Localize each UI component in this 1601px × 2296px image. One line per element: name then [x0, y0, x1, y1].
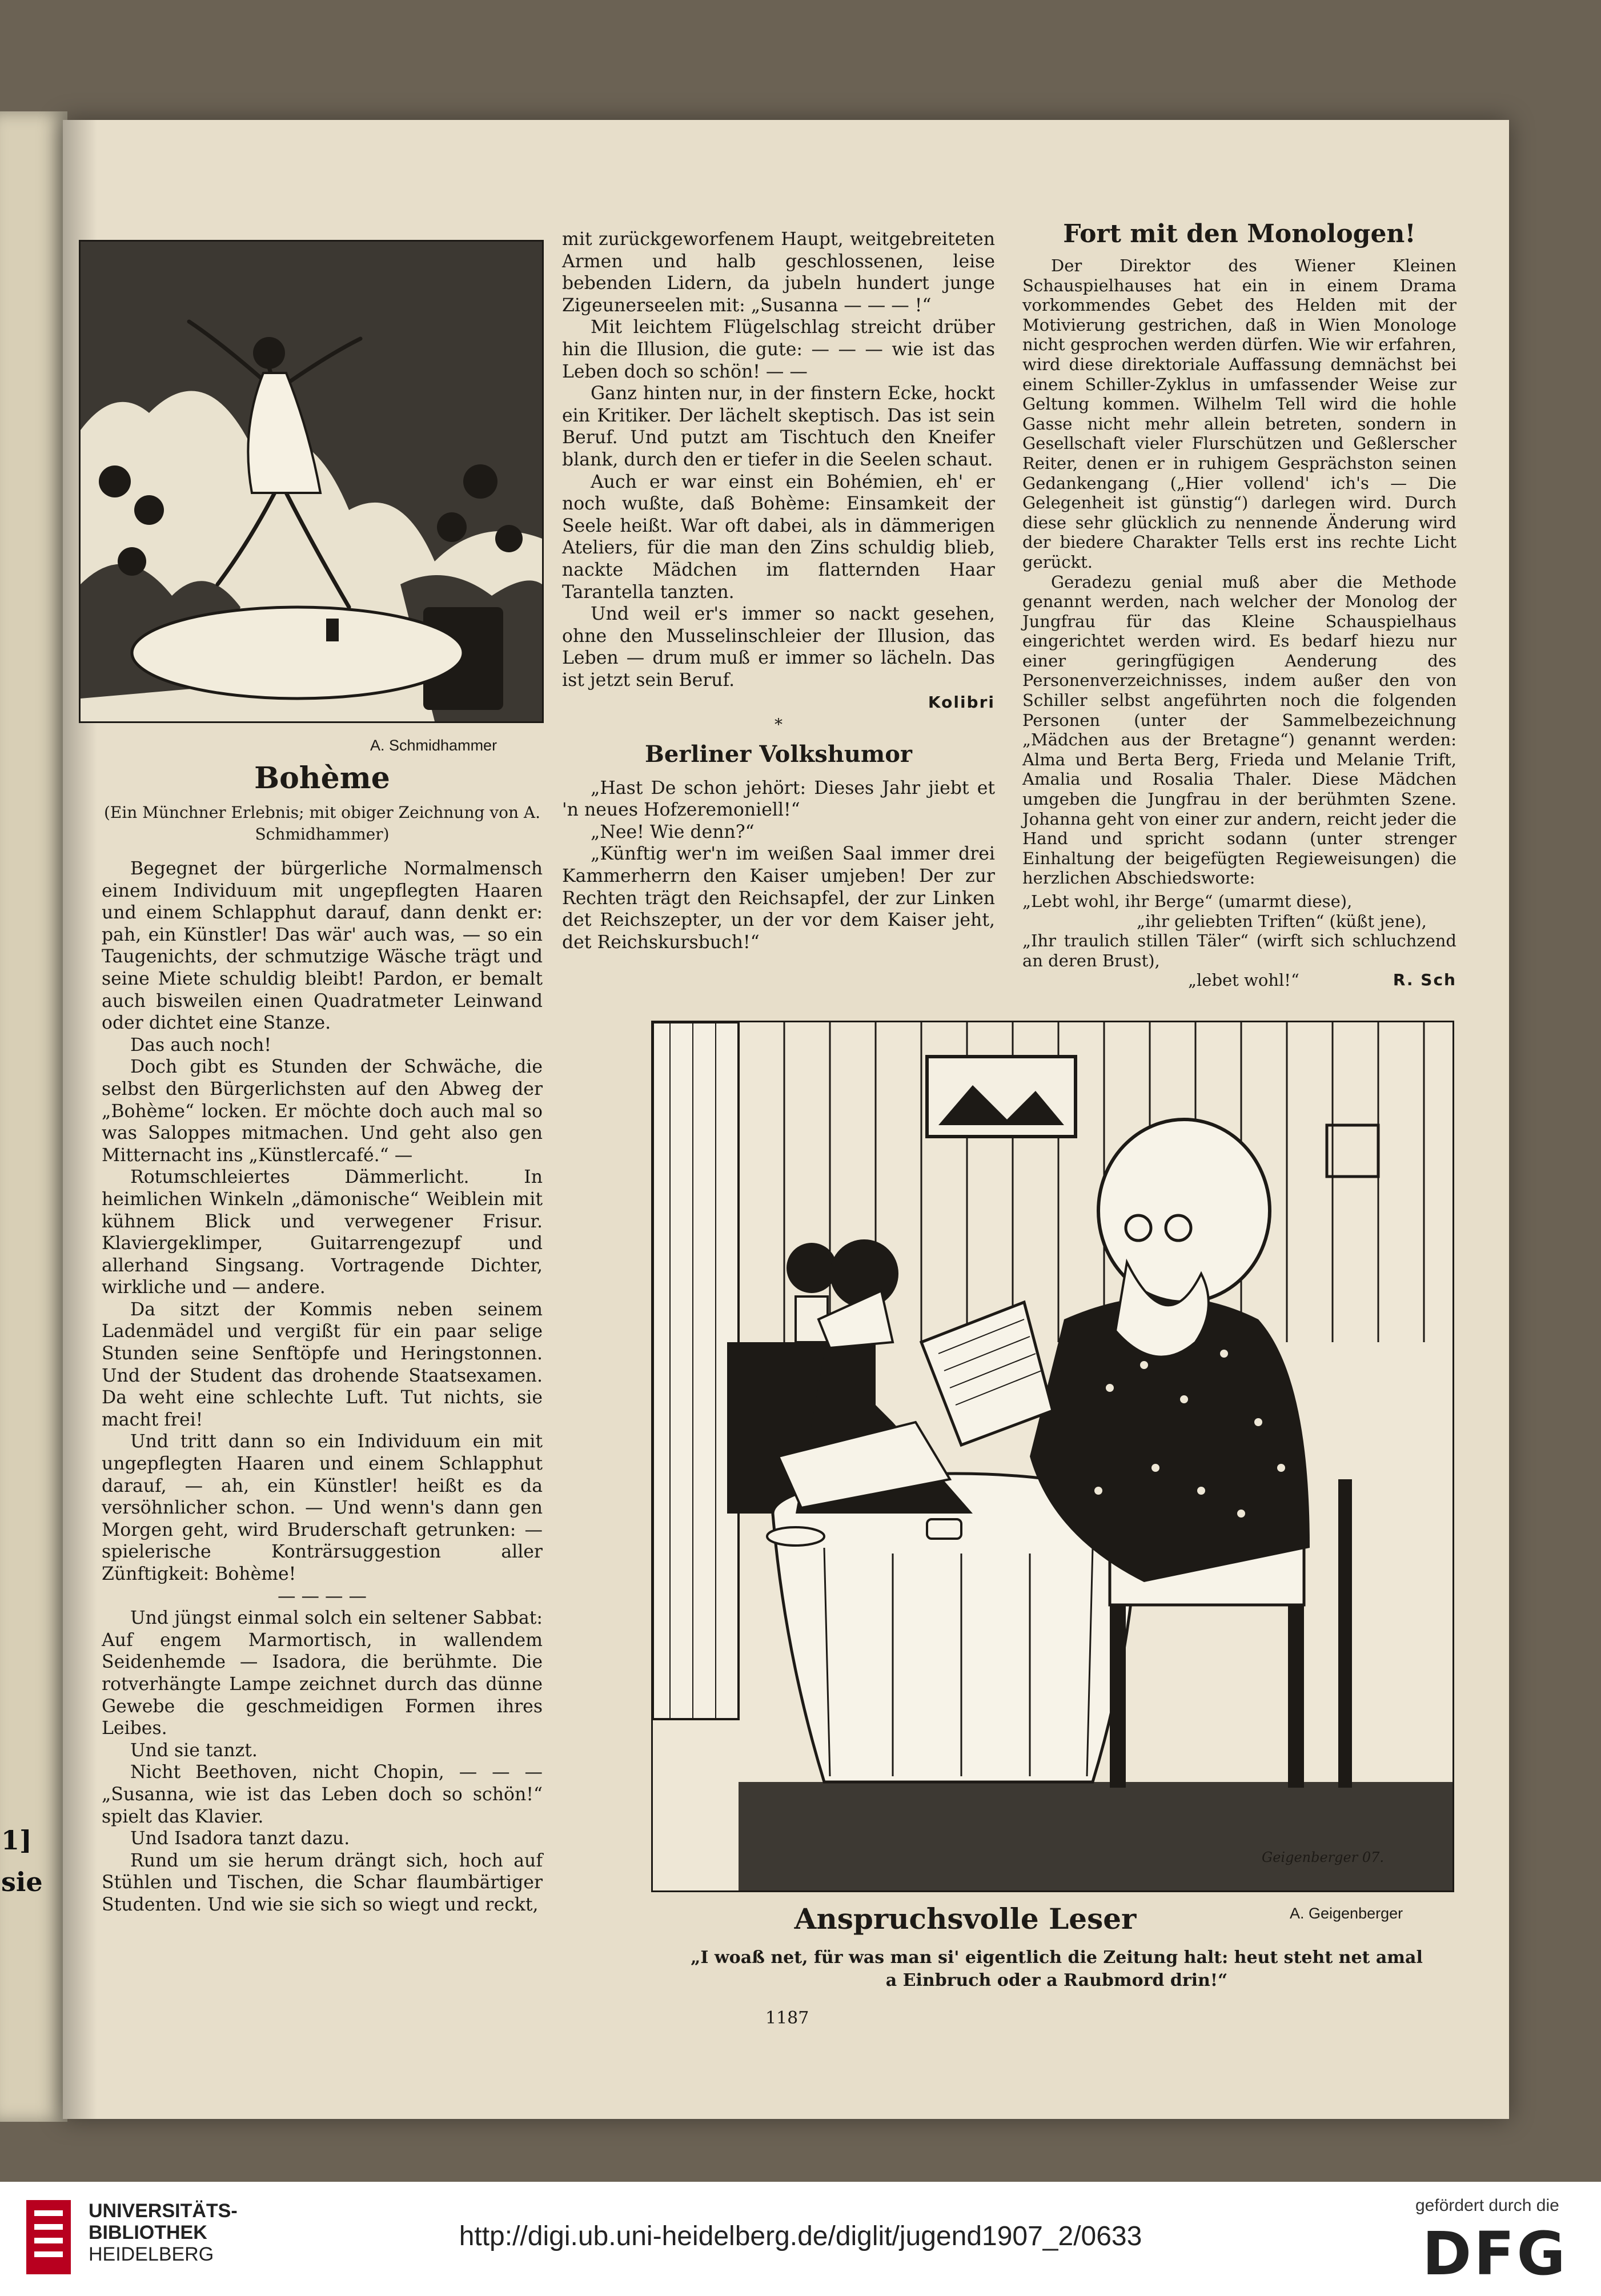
article-title: Bohème	[254, 761, 390, 796]
verse-line: „lebet wohl!“	[1188, 970, 1299, 990]
article-subtitle: (Ein Münchner Erlebnis; mit obiger Zeichnung von A. Schmidhammer)	[103, 803, 541, 844]
facing-page-fragment: 1]	[1, 1825, 32, 1856]
paragraph: „Künftig wer'n im weißen Saal immer drei Kammerherrn den Kaiser umjeben! Der zur Rechten trägt den Reichsapfel, der zur Linken det Reichszepter, un der vor dem Kaiser jeht, det Reichskursbuch!“	[562, 844, 995, 953]
article-signature	[562, 691, 995, 714]
article-title: Berliner Volkshumor	[645, 740, 912, 768]
paragraph: Und jüngst einmal solch ein seltener Sabbat: Auf engem Marmortisch, in wallendem Seidenhemde — Isadora, die berühmte. Die rotverhängte Lampe zeichnet durch das dünne Gewebe die geschmeidigen Formen ihres Leibes.	[102, 1608, 543, 1739]
cartoon-credit: A. Geigenberger	[1290, 1905, 1403, 1922]
article-title: Fort mit den Monologen!	[1063, 219, 1416, 248]
section-divider: — — — —	[277, 1585, 367, 1607]
signature-r-sch: R. Sch	[1393, 970, 1456, 990]
paragraph: Rund um sie herum drängt sich, hoch auf Stühlen und Tischen, die Schar flaumbärtiger Studenten. Und wie sie sich so wiegt und reckt,	[102, 1850, 543, 1915]
paragraph: Und sie tanzt.	[130, 1740, 258, 1761]
paragraph: „Nee! Wie denn?“	[591, 821, 755, 842]
paragraph: Und Isadora tanzt dazu.	[130, 1828, 350, 1849]
facing-page-edge	[0, 111, 67, 2122]
paragraph: Das auch noch!	[130, 1034, 272, 1055]
illustration-credit: A. Schmidhammer	[370, 737, 497, 754]
paragraph: Und tritt dann so ein Individuum ein mit ungepflegten Haaren und einem Schlapphut darauf, — ah, ein Künstler! heißt es da versöhnlicher schon. — Und wenn's dann gen Morgen geht, wird Bruderschaft getrunken: — spielerische Konträrsuggestion aller Zünftigkeit: Bohème!	[102, 1431, 543, 1584]
column-2	[562, 228, 995, 953]
institution-line: HEIDELBERG	[89, 2243, 214, 2265]
paragraph: „Hast De schon jehört: Dieses Jahr jiebt et 'n neues Hofzeremoniell!“	[562, 777, 995, 821]
verse-block	[1022, 892, 1456, 990]
permalink-url[interactable]: http://digi.ub.uni-heidelberg.de/diglit/jugend1907_2/0633	[459, 2221, 1142, 2251]
paragraph: Doch gibt es Stunden der Schwäche, die selbst den Bürgerlichsten auf den Abweg der „Bohème“ locken. Er möchte doch auch mal so was Saloppes mitmachen. Und geht also gen Mitternacht ins „Künstlercafé.“ —	[102, 1057, 543, 1166]
facing-page-fragment: sie	[1, 1866, 43, 1897]
paragraph: Geradezu genial muß aber die Methode genannt werden, nach welcher der Monolog der Jungfrau für das Kleine Schauspielhaus eingerichtet werden wird. Es bedarf hiezu nur einer geringfügigen Aenderung des Personenverzeichnisses, indem außer den von Schiller selbst angeführten noch die folgenden Personen (unter der Sammelbezeichnung „Mädchen aus der Bretagne“) genannt werden: Alma und Berta Berg, Frieda und Melanie Trift, Amalia und Rosalia Thaler. Diese Mädchen umgeben die Jungfrau in der berühmten Szene. Johanna geht von einer zur andern, reicht jeder die Hand und spricht sodann (unter strenger Einhaltung der beigefügten Regieweisungen) die herzlichen Abschiedsworte:	[1022, 572, 1456, 888]
cartoon-title: Anspruchsvolle Leser	[794, 1902, 1137, 1936]
column-3	[1022, 217, 1456, 990]
institution-line: UNIVERSITÄTS-	[89, 2200, 238, 2222]
dfg-logo: DFG	[1422, 2219, 1568, 2289]
cartoon-caption: „I woaß net, für was man si' eigentlich die Zeitung halt: heut steht net amal a Einbruch oder a Raubmord drin!“	[691, 1948, 1423, 1990]
funding-note: gefördert durch die	[1415, 2196, 1559, 2215]
paragraph: Rotumschleiertes Dämmerlicht. In heimlichen Winkeln „dämonische“ Weiblein mit kühnem Blick und verwegener Frisur. Klaviergeklimper, Guitarrengezupf und allerhand Singsang. Vortragende Dichter, wirkliche und — andere.	[102, 1167, 543, 1298]
paragraph: Mit leichtem Flügelschlag streicht drüber hin die Illusion, die gute: — — — wie ist das Leben doch so schön! — —	[562, 317, 995, 382]
paragraph: Nicht Beethoven, nicht Chopin, — — — „Susanna, wie ist das Leben doch so schön!“ spielt das Klavier.	[102, 1762, 543, 1827]
verse-last-row	[1022, 970, 1456, 990]
paragraph: Begegnet der bürgerliche Normalmensch einem Individuum mit ungepflegten Haaren und einem Schlapphut darauf, dann denkt er: pah, ein Künstler! Das wär' auch was, — so ein Taugenichts, der schmutzige Wäsche trägt und seine Miete schuldig bleibt! Pardon, er bemalt auch bisweilen einen Quadratmeter Leinwand oder dichtet eine Stanze.	[102, 858, 543, 1034]
cartoon-artist-signature: Geigenberger 07.	[1262, 1849, 1384, 1865]
paragraph: Auch er war einst ein Bohémien, eh' er noch wußte, daß Bohème: Einsamkeit der Seele heißt. War oft dabei, als in dämmerigen Ateliers, für die man den Zins schuldig blieb, nackte Mädchen im flatternden Haar Tarantella tanzten.	[562, 471, 995, 603]
verse-line: „Lebt wohl, ihr Berge“ (umarmt diese),	[1022, 892, 1353, 911]
paragraph: Und weil er's immer so nackt gesehen, ohne den Musselinschleier der Illusion, das Leben — drum muß er immer so lächeln. Das ist jetzt sein Beruf.	[562, 604, 995, 691]
institution-line: BIBLIOTHEK	[89, 2222, 207, 2243]
page-number: 1187	[765, 2008, 809, 2028]
section-star: *	[775, 715, 783, 734]
signature-kolibri: Kolibri	[928, 693, 995, 712]
paragraph: mit zurückgeworfenem Haupt, weitgebreiteten Armen und halb geschlossenen, leise bebenden Lidern, da jubeln hundert junge Zigeunerseelen mit: „Susanna — — — !“	[562, 229, 995, 316]
verse-line: „Ihr traulich stillen Täler“ (wirft sich schluchzend an deren Brust),	[1022, 931, 1456, 970]
bohemian-dance-illustration	[79, 240, 544, 723]
verse-line: „ihr geliebten Triften“ (küßt jene),	[1137, 911, 1427, 931]
paragraph: Der Direktor des Wiener Kleinen Schauspielhauses hat ein in einem Drama vorkommendes Gebet des Helden mit der Motivierung gestrichen, daß in Wien Monologe nicht gesprochen werden dürfen. Wie wir erfahren, wird diese direktoriale Auffassung demnächst bei einem Schiller-Zyklus in umfassender Weise zur Geltung kommen. Wilhelm Tell wird die hohle Gasse nicht mehr allein betreten, sondern in Gesellschaft vieler Flurschützen und Geßlerscher Reiter, denen er in ruhigem Gesprächston seinen Gedankengang („Hier vollend' ich's — Die Gelegenheit ist günstig“) darlegen wird. Durch diese sehr glücklich zu nennende Änderung wird der biedere Charakter Tells erst ins rechte Licht gerückt.	[1022, 256, 1456, 572]
column-1	[102, 758, 543, 1916]
paragraph: Da sitzt der Kommis neben seinem Ladenmädel und vergißt für ein paar selige Stunden seine Senftöpfe und Heringstonnen. Und der Student das drohende Staatsexamen. Da weht eine schlechte Luft. Tut nichts, sie macht frei!	[102, 1299, 543, 1430]
newspaper-readers-cartoon	[651, 1021, 1454, 1892]
paragraph: Ganz hinten nur, in der finstern Ecke, hockt ein Kritiker. Der lächelt skeptisch. Das ist sein Beruf. Und putzt am Tischtuch den Kneifer blank, durch den er tiefer in die Seelen schaut.	[562, 383, 995, 470]
